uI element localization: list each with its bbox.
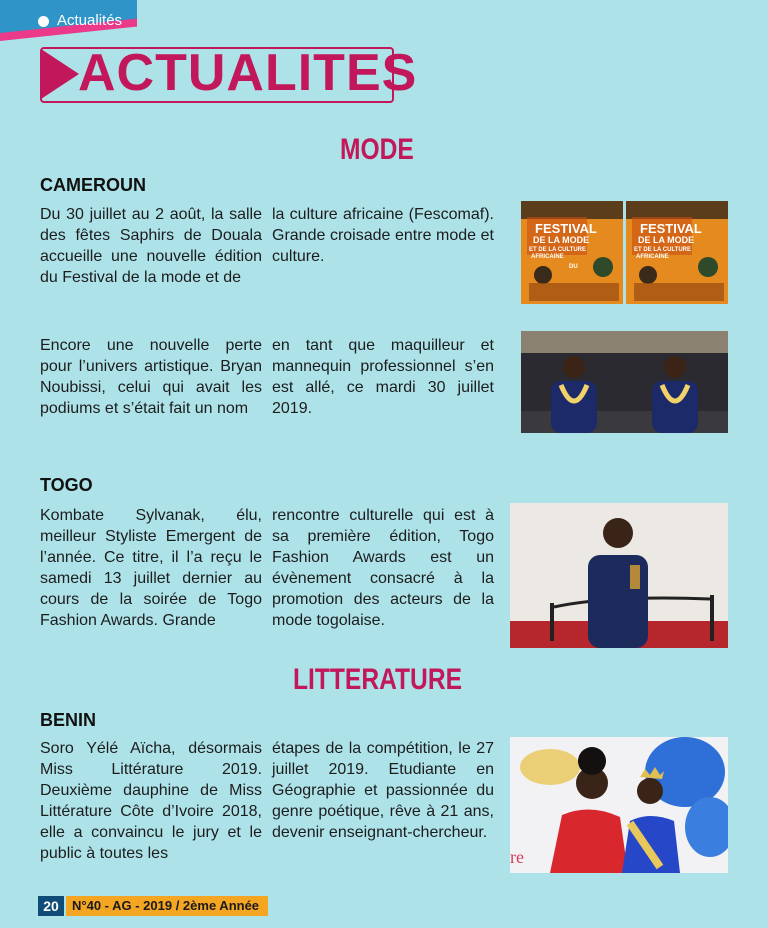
page-number: 20 xyxy=(38,896,64,916)
article-cameroun-2-col2: en tant que maquilleur et mannequin professionnel s’en est allé, ce mardi 30 juillet 2019. xyxy=(272,337,494,417)
model-portrait-image xyxy=(521,331,728,433)
country-heading-togo: TOGO xyxy=(40,475,93,495)
article-cameroun-1-col1: Du 30 juillet au 2 août, la salle des fêtes Saphirs de Douala accueille une nouvelle édition du Festival de la mode et de xyxy=(40,206,262,286)
section-heading-litterature: LITTERATURE xyxy=(293,663,462,696)
svg-text:DU: DU xyxy=(569,264,578,270)
award-winner-image xyxy=(510,503,728,648)
article-togo-col2: rencontre culturelle qui est à sa première édition, Togo Fashion Awards est un évènement consacré à la promotion des acteurs de la mode togolaise. xyxy=(272,507,494,629)
country-heading-cameroun: CAMEROUN xyxy=(40,175,146,195)
svg-text:ET DE LA CULTURE: ET DE LA CULTURE xyxy=(634,247,691,253)
article-cameroun-1-col2: la culture africaine (Fescomaf). Grande croisade entre mode et culture. xyxy=(272,206,494,265)
svg-text:FESTIVAL: FESTIVAL xyxy=(535,221,597,236)
festival-poster-image xyxy=(521,201,728,304)
svg-text:FESTIVAL: FESTIVAL xyxy=(640,221,702,236)
article-togo-col1: Kombate Sylvanak, élu, meilleur Styliste Emergent de l’année. Ce titre, il l’a reçu le samedi 13 juillet dernier au cours de la soirée de Togo Fashion Awards. Grande xyxy=(40,507,262,629)
poster-right xyxy=(626,201,728,304)
article-cameroun-2-col1: Encore une nouvelle perte pour l’univers artistique. Bryan Noubissi, celui qui avait les podiums et s’était fait un nom xyxy=(40,337,262,417)
article-benin-col2: étapes de la compétition, le 27 juillet 2019. Etudiante en Géographie et passionnée du genre poétique, rêve à 21 ans, devenir enseignant-chercheur. xyxy=(272,740,494,841)
article-benin-col1: Soro Yélé Aïcha, désormais Miss Littérature 2019. Deuxième dauphine de Miss Littérature Côte d’Ivoire 2018, elle a convaincu le jury et le public à toutes les xyxy=(40,740,262,862)
issue-label: N°40 - AG - 2019 / 2ème Année xyxy=(66,896,268,916)
svg-text:AFRICAINE: AFRICAINE xyxy=(636,254,669,260)
svg-text:ET DE LA CULTURE: ET DE LA CULTURE xyxy=(529,247,586,253)
bullet-icon xyxy=(38,16,49,27)
svg-text:DE LA MODE: DE LA MODE xyxy=(533,235,590,245)
page-title: ACTUALITES xyxy=(78,44,418,102)
svg-text:DE LA MODE: DE LA MODE xyxy=(638,235,695,245)
play-arrow-icon xyxy=(41,49,79,99)
svg-text:AFRICAINE: AFRICAINE xyxy=(531,254,564,260)
country-heading-benin: BENIN xyxy=(40,710,97,730)
poster-left xyxy=(521,201,623,304)
miss-litterature-image xyxy=(510,737,728,873)
section-heading-mode: MODE xyxy=(340,133,414,166)
svg-text:re: re xyxy=(510,847,524,867)
section-tab-label: Actualités xyxy=(57,12,123,29)
